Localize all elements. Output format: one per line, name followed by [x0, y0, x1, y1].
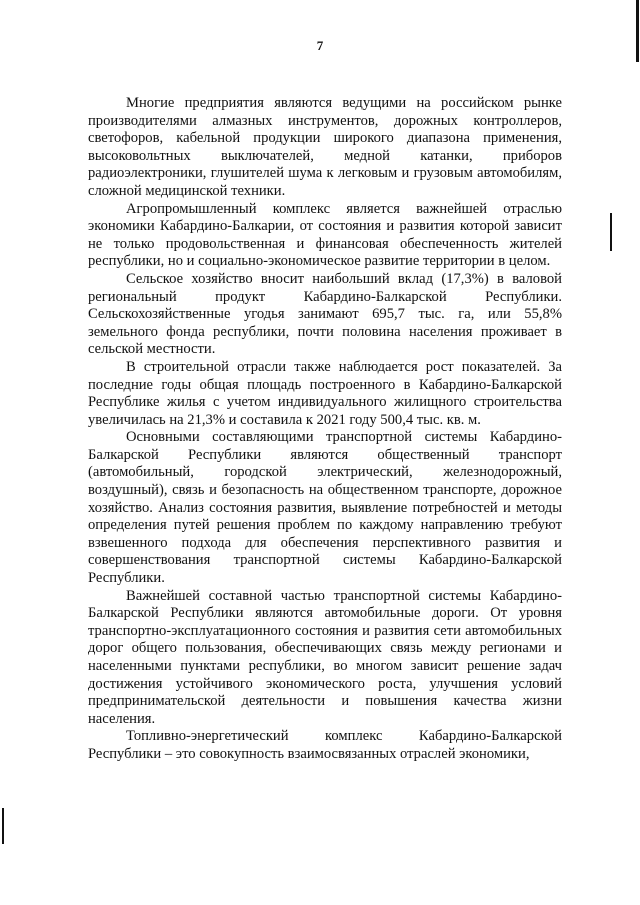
- paragraph-roads: Важнейшей составной частью транспортной системы Кабардино-Балкарской Республики являются автомобильные дороги. От уровня транспортно-эксплуатационного состояния и развития сети автомобильных дорог общего пользования, обеспечивающих связь между регионами и населенными пунктами республики, во многом зависит решение задач достижения устойчивого экономического роста, улучшения условий предпринимательской деятельности и повышения качества жизни населения.: [88, 587, 562, 727]
- page-number: 7: [316, 38, 324, 53]
- paragraph-construction: В строительной отрасли также наблюдается рост показателей. За последние годы общая площадь построенного в Кабардино-Балкарской Республике жилья с учетом индивидуального жилищного строительства увеличилась на 21,3% и составила к 2021 году 500,4 тыс. кв. м.: [88, 358, 562, 428]
- scan-edge-mark-mid-right: [610, 213, 612, 251]
- paragraph-enterprises: Многие предприятия являются ведущими на российском рынке производителями алмазных инструментов, дорожных контроллеров, светофоров, кабельной продукции широкого диапазона применения, высоковольтных выключателей, медной катанки, приборов радиоэлектроники, глушителей шума к легковым и грузовым автомобилям, сложной медицинской техники.: [88, 95, 562, 199]
- paragraph-agro-complex: Агропромышленный комплекс является важнейшей отраслью экономики Кабардино-Балкарии, от состояния и развития которой зависит не только продовольственная и финансовая обеспеченность жителей республики, но и социально-экономическое развитие территории в целом.: [88, 200, 562, 270]
- scan-edge-mark-top-right: [636, 0, 639, 62]
- paragraph-transport-system: Основными составляющими транспортной системы Кабардино-Балкарской Республики являются общественный транспорт (автомобильный, городской электрический, железнодорожный, воздушный), связь и безопасность на общественном транспорте, дорожное хозяйство. Анализ состояния развития, выявление потребностей и методы определения путей решения проблем по каждому направлению требуют взвешенного подхода для обеспечения перспективного развития и совершенствования транспортной системы Кабардино-Балкарской Республики.: [88, 429, 562, 587]
- paragraph-fuel-energy: Топливно-энергетический комплекс Кабардино-Балкарской Республики – это совокупность взаимосвязанных отраслей экономики,: [88, 728, 562, 762]
- document-body: [88, 95, 562, 764]
- scan-edge-mark-bottom-left: [2, 808, 4, 844]
- paragraph-agriculture: Сельское хозяйство вносит наибольший вклад (17,3%) в валовой региональный продукт Кабардино-Балкарской Республики. Сельскохозяйственные угодья занимают 695,7 тыс. га, или 55,8% земельного фонда республики, почти половина населения проживает в сельской местности.: [88, 270, 562, 358]
